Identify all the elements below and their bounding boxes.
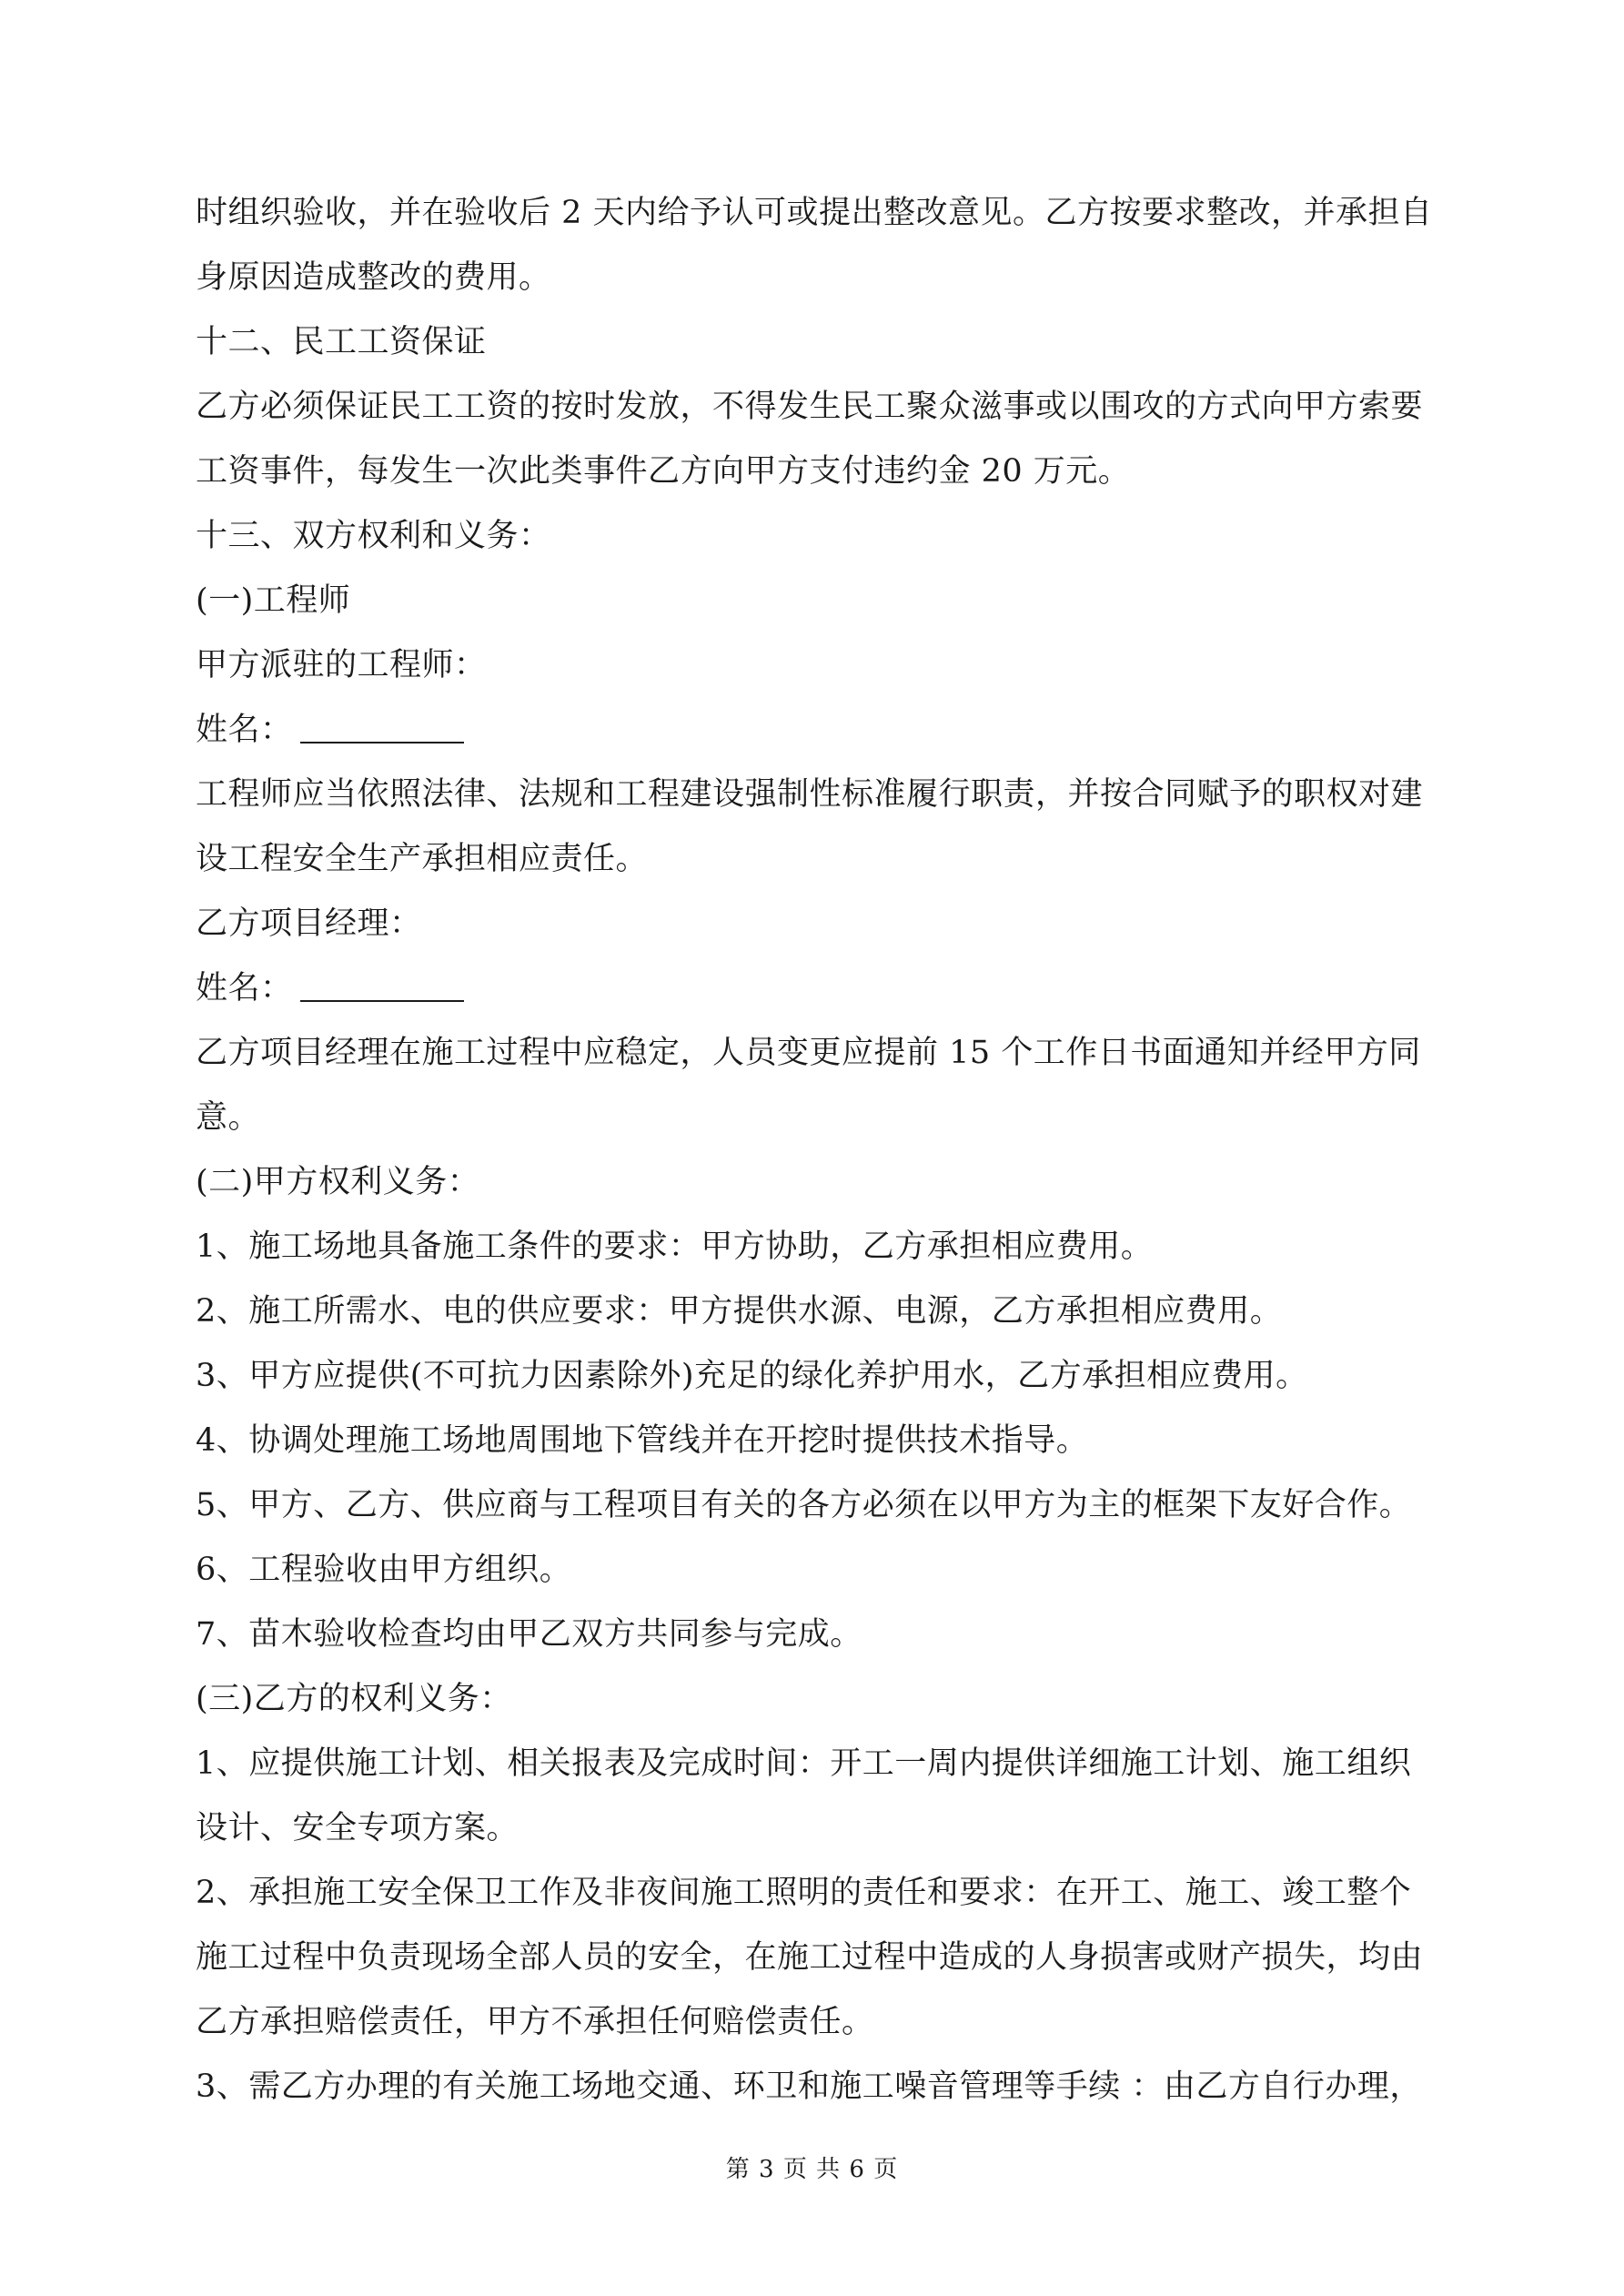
paragraph — [196, 191, 1437, 299]
paragraph — [196, 773, 1437, 881]
paragraph — [196, 385, 1437, 493]
page-number: 第 3 页 共 6 页 — [725, 2156, 899, 2183]
paragraph-row: 1、应提供施工计划、相关报表及完成时间：开工一周内提供详细施工计划、施工组织 — [196, 1745, 1412, 1782]
page-footer — [0, 2155, 1624, 2184]
paragraph-row: 工资事件，每发生一次此类事件乙方向甲方支付违约金 20 万元。 — [196, 453, 1131, 490]
paragraph-row: 工程师应当依照法律、法规和工程建设强制性标准履行职责，并按合同赋予的职权对建 — [196, 776, 1424, 813]
text-line: (三)乙方的权利义务： — [196, 1681, 512, 1717]
text-line: 3、甲方应提供(不可抗力因素除外)充足的绿化养护用水，乙方承担相应费用。 — [196, 1358, 1308, 1394]
paragraph-row: 施工过程中负责现场全部人员的安全，在施工过程中造成的人身损害或财产损失，均由 — [196, 1939, 1424, 1976]
paragraph-row: 乙方项目经理在施工过程中应稳定，人员变更应提前 15 个工作日书面通知并经甲方同 — [196, 1035, 1421, 1071]
paragraph-row: 乙方承担赔偿责任，甲方不承担任何赔偿责任。 — [196, 2004, 874, 2040]
text-line: 十二、民工工资保证 — [196, 324, 487, 360]
paragraph — [196, 1031, 1437, 1139]
text-line: 5、甲方、乙方、供应商与工程项目有关的各方必须在以甲方为主的框架下友好合作。 — [196, 1487, 1412, 1523]
name-blank-field[interactable] — [300, 711, 464, 743]
text-line: 1、施工场地具备施工条件的要求：甲方协助，乙方承担相应费用。 — [196, 1229, 1154, 1265]
paragraph-row: 身原因造成整改的费用。 — [196, 259, 551, 296]
paragraph — [196, 1742, 1437, 1850]
text-line: 乙方项目经理： — [196, 905, 422, 942]
text-line: 甲方派驻的工程师： — [196, 647, 487, 683]
text-line: (二)甲方权利义务： — [196, 1164, 480, 1200]
name-blank-field[interactable] — [300, 969, 464, 1002]
text-line: (一)工程师 — [196, 582, 351, 619]
text-line: 4、协调处理施工场地周围地下管线并在开挖时提供技术指导。 — [196, 1422, 1089, 1459]
name-label: 姓名： — [196, 970, 293, 1006]
paragraph-row: 2、承担施工安全保卫工作及非夜间施工照明的责任和要求：在开工、施工、竣工整个 — [196, 1875, 1412, 1911]
paragraph-row: 意。 — [196, 1099, 261, 1136]
name-label: 姓名： — [196, 712, 293, 748]
name-field-row — [196, 708, 1437, 752]
text-line: 7、苗木验收检查均由甲乙双方共同参与完成。 — [196, 1616, 862, 1653]
paragraph-row: 乙方必须保证民工工资的按时发放，不得发生民工聚众滋事或以围攻的方式向甲方索要 — [196, 389, 1424, 425]
paragraph — [196, 1871, 1437, 2044]
text-line: 十三、双方权利和义务： — [196, 518, 551, 554]
document-body — [196, 191, 1437, 2129]
paragraph-row: 设工程安全生产承担相应责任。 — [196, 841, 649, 877]
paragraph-row: 设计、安全专项方案。 — [196, 1810, 519, 1846]
text-line: 6、工程验收由甲方组织。 — [196, 1552, 572, 1588]
text-line: 3、需乙方办理的有关施工场地交通、环卫和施工噪音管理等手续 ：由乙方自行办理， — [196, 2068, 1422, 2105]
text-line: 2、施工所需水、电的供应要求：甲方提供水源、电源，乙方承担相应费用。 — [196, 1293, 1283, 1330]
name-field-row — [196, 966, 1437, 1010]
paragraph-row: 时组织验收，并在验收后 2 天内给予认可或提出整改意见。乙方按要求整改，并承担自 — [196, 195, 1433, 231]
